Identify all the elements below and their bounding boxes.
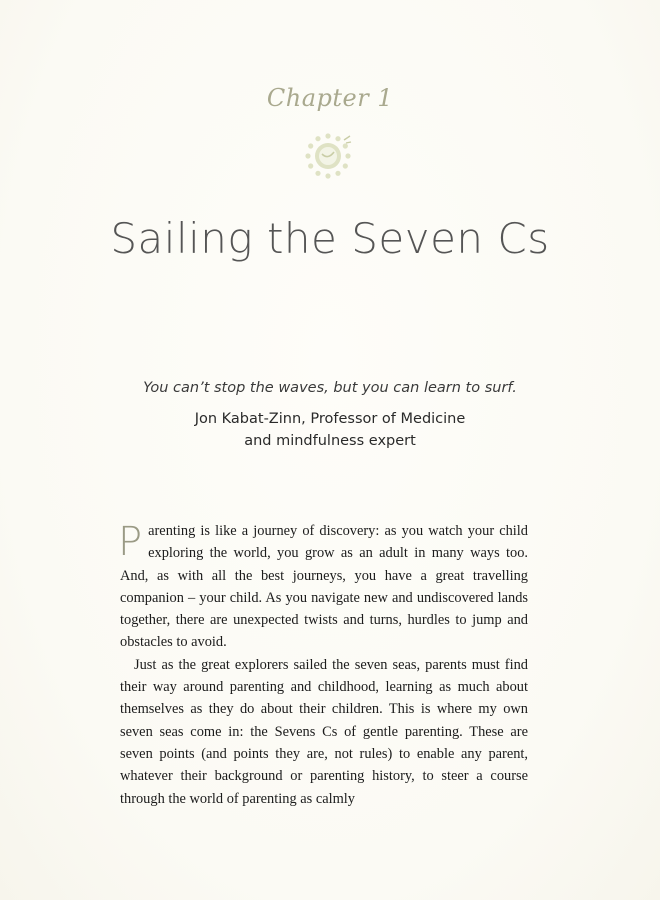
epigraph-attribution [0,408,660,452]
paragraph-1 [120,520,528,654]
paragraph-1-text: arenting is like a journey of discovery: as you watch your child exploring the world, you grow as an adult in many ways too. And, as with all the best journeys, you have a great travelling companion – your child. As you navigate new and undiscovered lands together, there are unexpected twists and turns, hurdles to jump and obstacles to avoid. [120,523,528,651]
epigraph [0,380,660,452]
attribution-line-1: Jon Kabat-Zinn, Professor of Medicine [194,411,466,427]
chapter-title: Sailing the Seven Cs [110,214,550,263]
chapter-body [120,520,528,810]
epigraph-quote: You can’t stop the waves, but you can learn to surf. [143,380,517,396]
sun-flower-ornament-icon [300,128,356,184]
drop-cap: P [118,519,143,565]
attribution-line-2: and mindfulness expert [244,433,416,449]
chapter-label: Chapter 1 [266,84,394,112]
paragraph-2: Just as the great explorers sailed the seven seas, parents must find their way around parenting and childhood, learning as much about themselves as they do about their children. This is where my own seven seas come in: the Sevens Cs of gentle parenting. These are seven points (and points they are, not rules) to enable any parent, whatever their background or parenting history, to steer a course through the world of parenting as calmly [120,656,528,807]
